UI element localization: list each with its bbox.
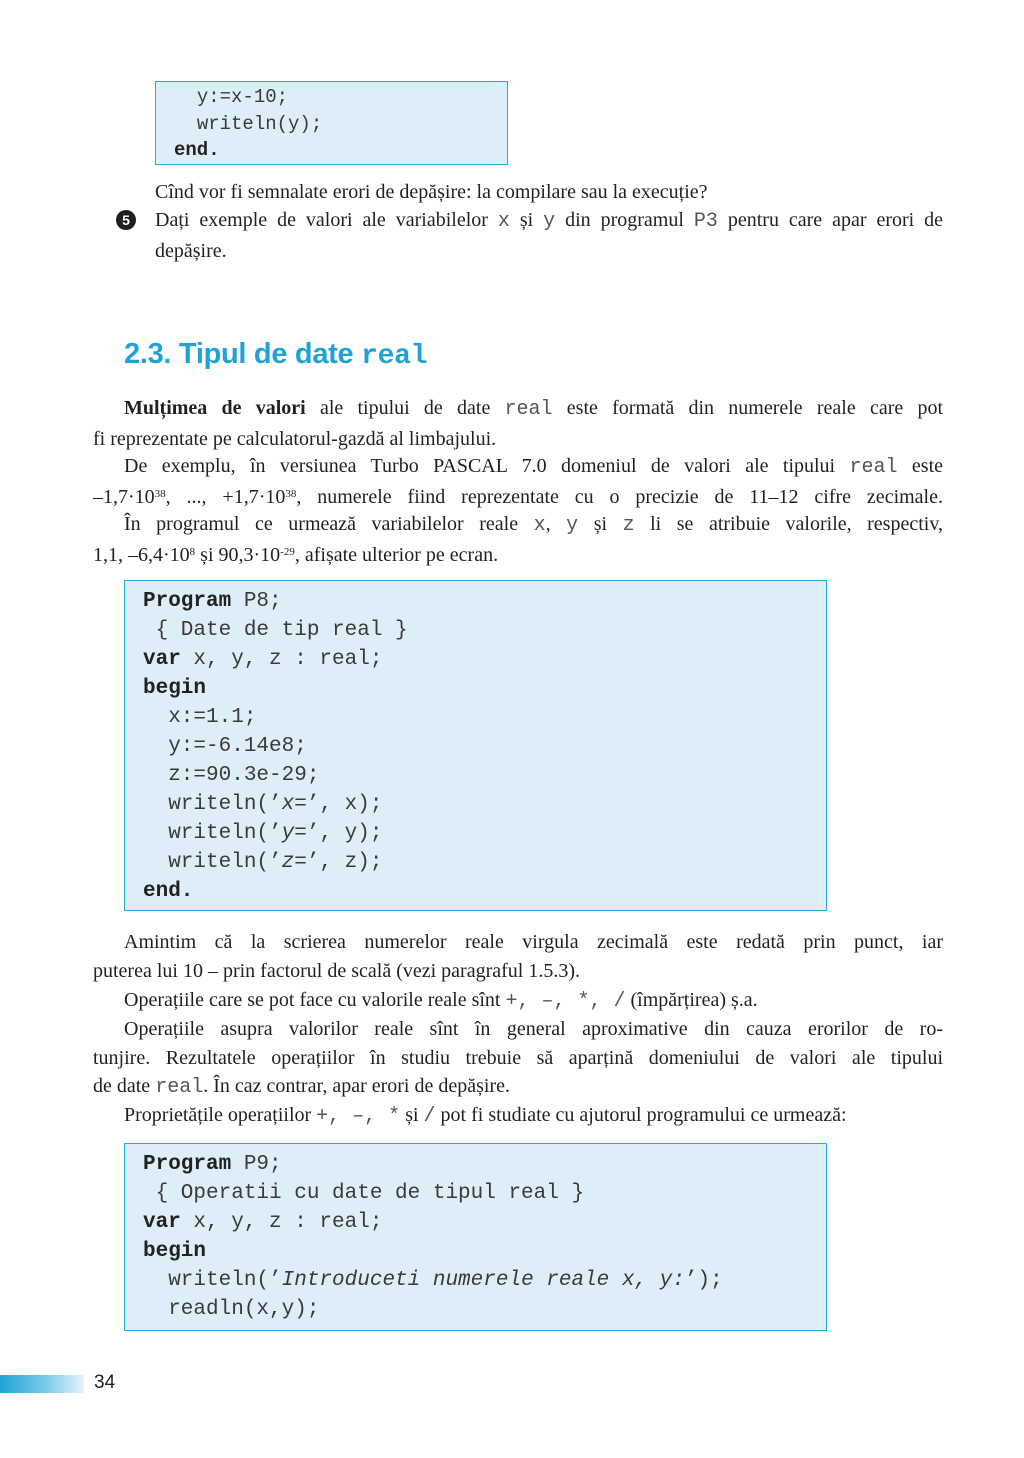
inline-code: x [497, 210, 510, 233]
text: Operațiile asupra valorilor reale sînt în general aproximative din cauza erorilor de ro- [124, 1018, 943, 1040]
page-number: 34 [94, 1372, 116, 1393]
exponent: 8 [189, 545, 196, 558]
code-block-program-p9 [124, 1143, 827, 1331]
text: (împărțirea) ș.a. [630, 989, 758, 1011]
code-line [174, 137, 507, 164]
text: Operațiile care se pot face cu valorile reale sînt [124, 989, 501, 1011]
exponent: -29 [280, 545, 295, 558]
code-text: writeln(’ [143, 822, 282, 845]
code-line: y:=-6.14e8; [143, 735, 307, 758]
paragraph-operations [93, 986, 943, 1017]
paragraph-rounding [93, 1015, 943, 1103]
code-line [174, 84, 507, 111]
code-line [143, 1208, 826, 1237]
code-keyword: end. [174, 139, 220, 161]
code-line [143, 819, 826, 848]
text: În programul ce urmează variabilelor reale [124, 513, 519, 535]
footer-gradient-bar [0, 1375, 84, 1393]
code-string: Introduceti numerele reale x, y: [281, 1269, 685, 1292]
text: de date [93, 1075, 151, 1097]
inline-code: real [849, 456, 898, 479]
text: , ..., +1,7·10 [165, 485, 286, 508]
code-text: writeln(’ [143, 1269, 282, 1292]
code-keyword: begin [143, 677, 207, 700]
question-4-text: Cînd vor fi semnalate erori de depășire: la compilare sau la execuție? [155, 181, 708, 203]
inline-code: y [566, 514, 579, 537]
section-heading [124, 338, 427, 372]
text: și 90,3·10 [200, 543, 281, 566]
code-text: ’, x); [306, 793, 383, 816]
exercise-5-number-badge: 5 [116, 210, 136, 230]
text: , afișate ulterior pe ecran. [294, 543, 499, 566]
inline-code: real [155, 1076, 204, 1099]
text: , [545, 513, 551, 535]
text: și [519, 209, 534, 231]
code-keyword: begin [143, 1240, 207, 1263]
text: este formată din numerele reale care pot [566, 397, 944, 419]
text: este [911, 455, 944, 477]
inline-code: P3 [693, 210, 718, 233]
code-text: writeln(’ [143, 851, 282, 874]
code-text: writeln(’ [143, 793, 282, 816]
code-text: ’); [684, 1269, 723, 1292]
code-text: P9; [231, 1153, 282, 1176]
heading-text: 2.3. Tipul de date [124, 338, 354, 370]
code-line [143, 1150, 826, 1179]
code-comment: { Date de tip real } [143, 619, 408, 642]
code-keyword: var [143, 648, 181, 671]
paragraph-turbo-pascal-range [93, 452, 943, 511]
code-line [174, 111, 507, 138]
text: 1,1, –6,4·10 [93, 543, 190, 566]
exponent: 38 [154, 487, 166, 500]
text: De exemplu, în versiunea Turbo PASCAL 7.0 domeniul de valori ale tipului [124, 455, 836, 477]
code-text: ’, z); [306, 851, 383, 874]
code-keyword: Program [143, 590, 232, 613]
code-block-program-p8 [124, 580, 827, 911]
code-string: z= [281, 851, 307, 874]
text: pentru care apar erori de [727, 209, 944, 231]
code-line: readln(x,y); [143, 1298, 320, 1321]
bold-term: Mulțimea de valori [124, 397, 306, 419]
inline-code: z [622, 514, 635, 537]
code-line [143, 1266, 826, 1295]
text: li se atribuie valorile, respectiv, [650, 513, 944, 535]
text: ale tipului de date [319, 397, 491, 419]
text: tunjire. Rezultatele operațiilor în studiu trebuie să aparțină domeniului de valori ale tipului [93, 1046, 943, 1069]
code-line [143, 848, 826, 877]
code-keyword: end. [143, 880, 194, 903]
text: și [405, 1104, 419, 1126]
inline-code: +, –, * [316, 1105, 401, 1128]
text: Amintim că la scrierea numerelor reale virgula zecimală este redată prin punct, iar [124, 931, 943, 953]
inline-code: x [533, 514, 546, 537]
inline-code: y [543, 210, 556, 233]
paragraph-properties [93, 1101, 943, 1132]
code-line [143, 645, 826, 674]
code-text: x, y, z : real; [180, 1211, 383, 1234]
text: fi reprezentate pe calculatorul-gazdă al limbajului. [93, 427, 497, 450]
paragraph-value-set [93, 394, 943, 453]
paragraph-program-intro [93, 510, 943, 569]
code-keyword: Program [143, 1153, 232, 1176]
inline-code: / [423, 1105, 436, 1128]
code-text: y:=x-10; [196, 86, 289, 108]
text: pot fi studiate cu ajutorul programului ce urmează: [440, 1104, 847, 1126]
code-keyword: var [143, 1211, 181, 1234]
exponent: 38 [285, 487, 297, 500]
code-line: z:=90.3e-29; [143, 764, 320, 787]
text: . În caz contrar, apar erori de depășire. [203, 1075, 510, 1097]
text: depășire. [155, 239, 227, 262]
code-block-continuation [155, 81, 508, 165]
text: Dați exemple de valori ale variabilelor [155, 209, 488, 231]
text: –1,7·10 [93, 485, 155, 508]
inline-code: +, –, *, / [505, 990, 626, 1013]
paragraph-decimal-point [93, 928, 943, 985]
code-string: x= [281, 793, 307, 816]
text: și [593, 513, 608, 535]
text: Proprietățile operațiilor [124, 1104, 312, 1126]
code-line: x:=1.1; [143, 706, 257, 729]
heading-code: real [361, 341, 428, 372]
code-text: P8; [231, 590, 282, 613]
code-text: x, y, z : real; [180, 648, 383, 671]
code-line [143, 587, 826, 616]
code-text: writeln(y); [196, 112, 323, 135]
text: puterea lui 10 – prin factorul de scală (vezi paragraful 1.5.3). [93, 959, 581, 982]
exercise-5-text [155, 206, 943, 265]
code-line [143, 790, 826, 819]
code-text: ’, y); [306, 822, 383, 845]
code-string: y= [281, 822, 307, 845]
code-comment: { Operatii cu date de tipul real } [143, 1182, 585, 1205]
text: din programul [565, 209, 684, 231]
inline-code: real [504, 398, 553, 421]
text: , numerele fiind reprezentate cu o precizie de 11–12 cifre zecimale. [296, 485, 943, 508]
